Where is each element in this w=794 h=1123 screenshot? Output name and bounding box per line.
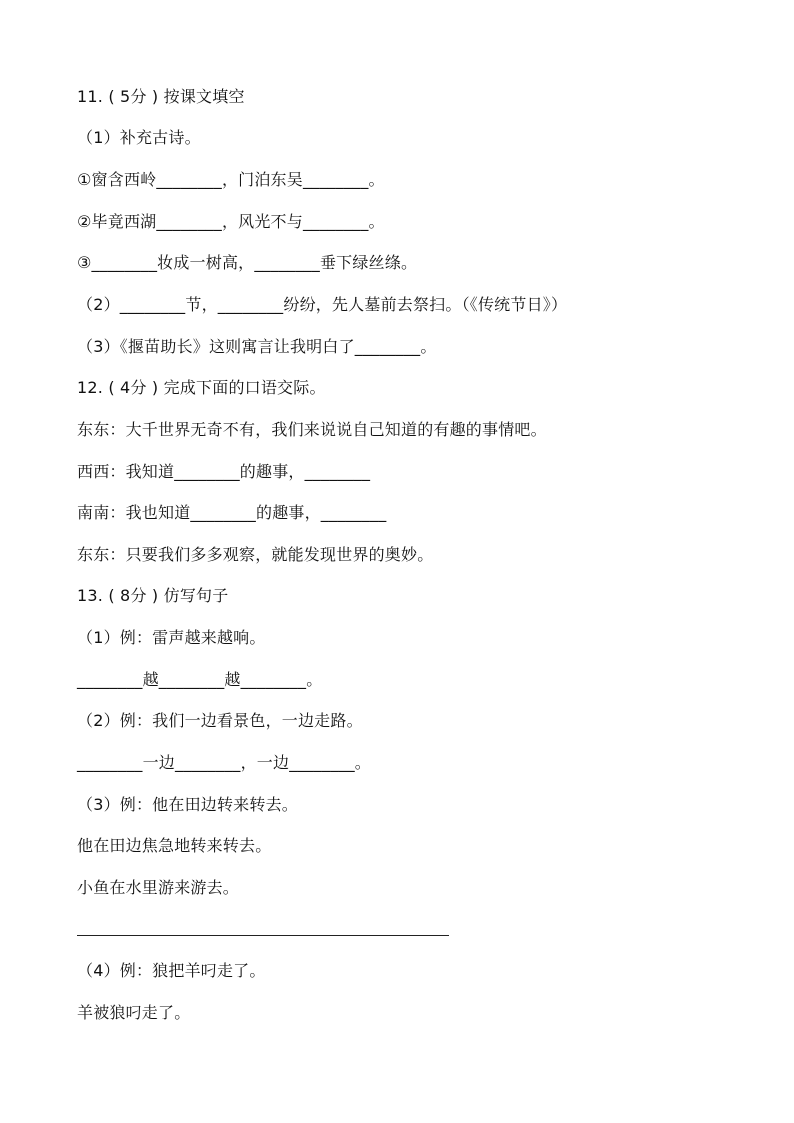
q13-blank-2: ________一边________，一边________。 (77, 753, 372, 772)
q11-part3: （3）《揠苗助长》这则寓言让我明白了________。 (77, 337, 437, 356)
q12-dialogue-dongdong-2: 东东：只要我们多多观察，就能发现世界的奥妙。 (77, 545, 434, 564)
q11-poem-1: ①窗含西岭________，门泊东吴________。 (77, 170, 385, 189)
q11-part2: （2）________节，________纷纷，先人墓前去祭扫。（《传统节日》） (77, 295, 568, 314)
q13-example-3: （3）例：他在田边转来转去。 (77, 795, 298, 814)
q12-dialogue-xixi: 西西：我知道________的趣事，________ (77, 462, 371, 481)
q13-example-4-answer: 羊被狼叼走了。 (77, 1003, 191, 1022)
q12-dialogue-nannan: 南南：我也知道________的趣事，________ (77, 503, 387, 522)
q11-header: 11. ( 5分 ) 按课文填空 (77, 87, 245, 106)
q12-header: 12. ( 4分 ) 完成下面的口语交际。 (77, 378, 326, 397)
q13-example-1: （1）例：雷声越来越响。 (77, 628, 266, 647)
q11-poem-3: ③________妆成一树高，________垂下绿丝绦。 (77, 253, 418, 272)
answer-line (77, 935, 449, 936)
q13-example-4: （4）例：狼把羊叼走了。 (77, 961, 266, 980)
q13-example-3-prompt: 小鱼在水里游来游去。 (77, 878, 240, 897)
q13-header: 13. ( 8分 ) 仿写句子 (77, 586, 229, 605)
q12-dialogue-dongdong-1: 东东：大千世界无奇不有，我们来说说自己知道的有趣的事情吧。 (77, 420, 547, 439)
q13-blank-1: ________越________越________。 (77, 670, 323, 689)
q13-example-3-answer: 他在田边焦急地转来转去。 (77, 836, 272, 855)
q11-part1-intro: （1）补充古诗。 (77, 128, 201, 147)
q11-poem-2: ②毕竟西湖________，风光不与________。 (77, 212, 385, 231)
q13-example-2: （2）例：我们一边看景色，一边走路。 (77, 711, 363, 730)
